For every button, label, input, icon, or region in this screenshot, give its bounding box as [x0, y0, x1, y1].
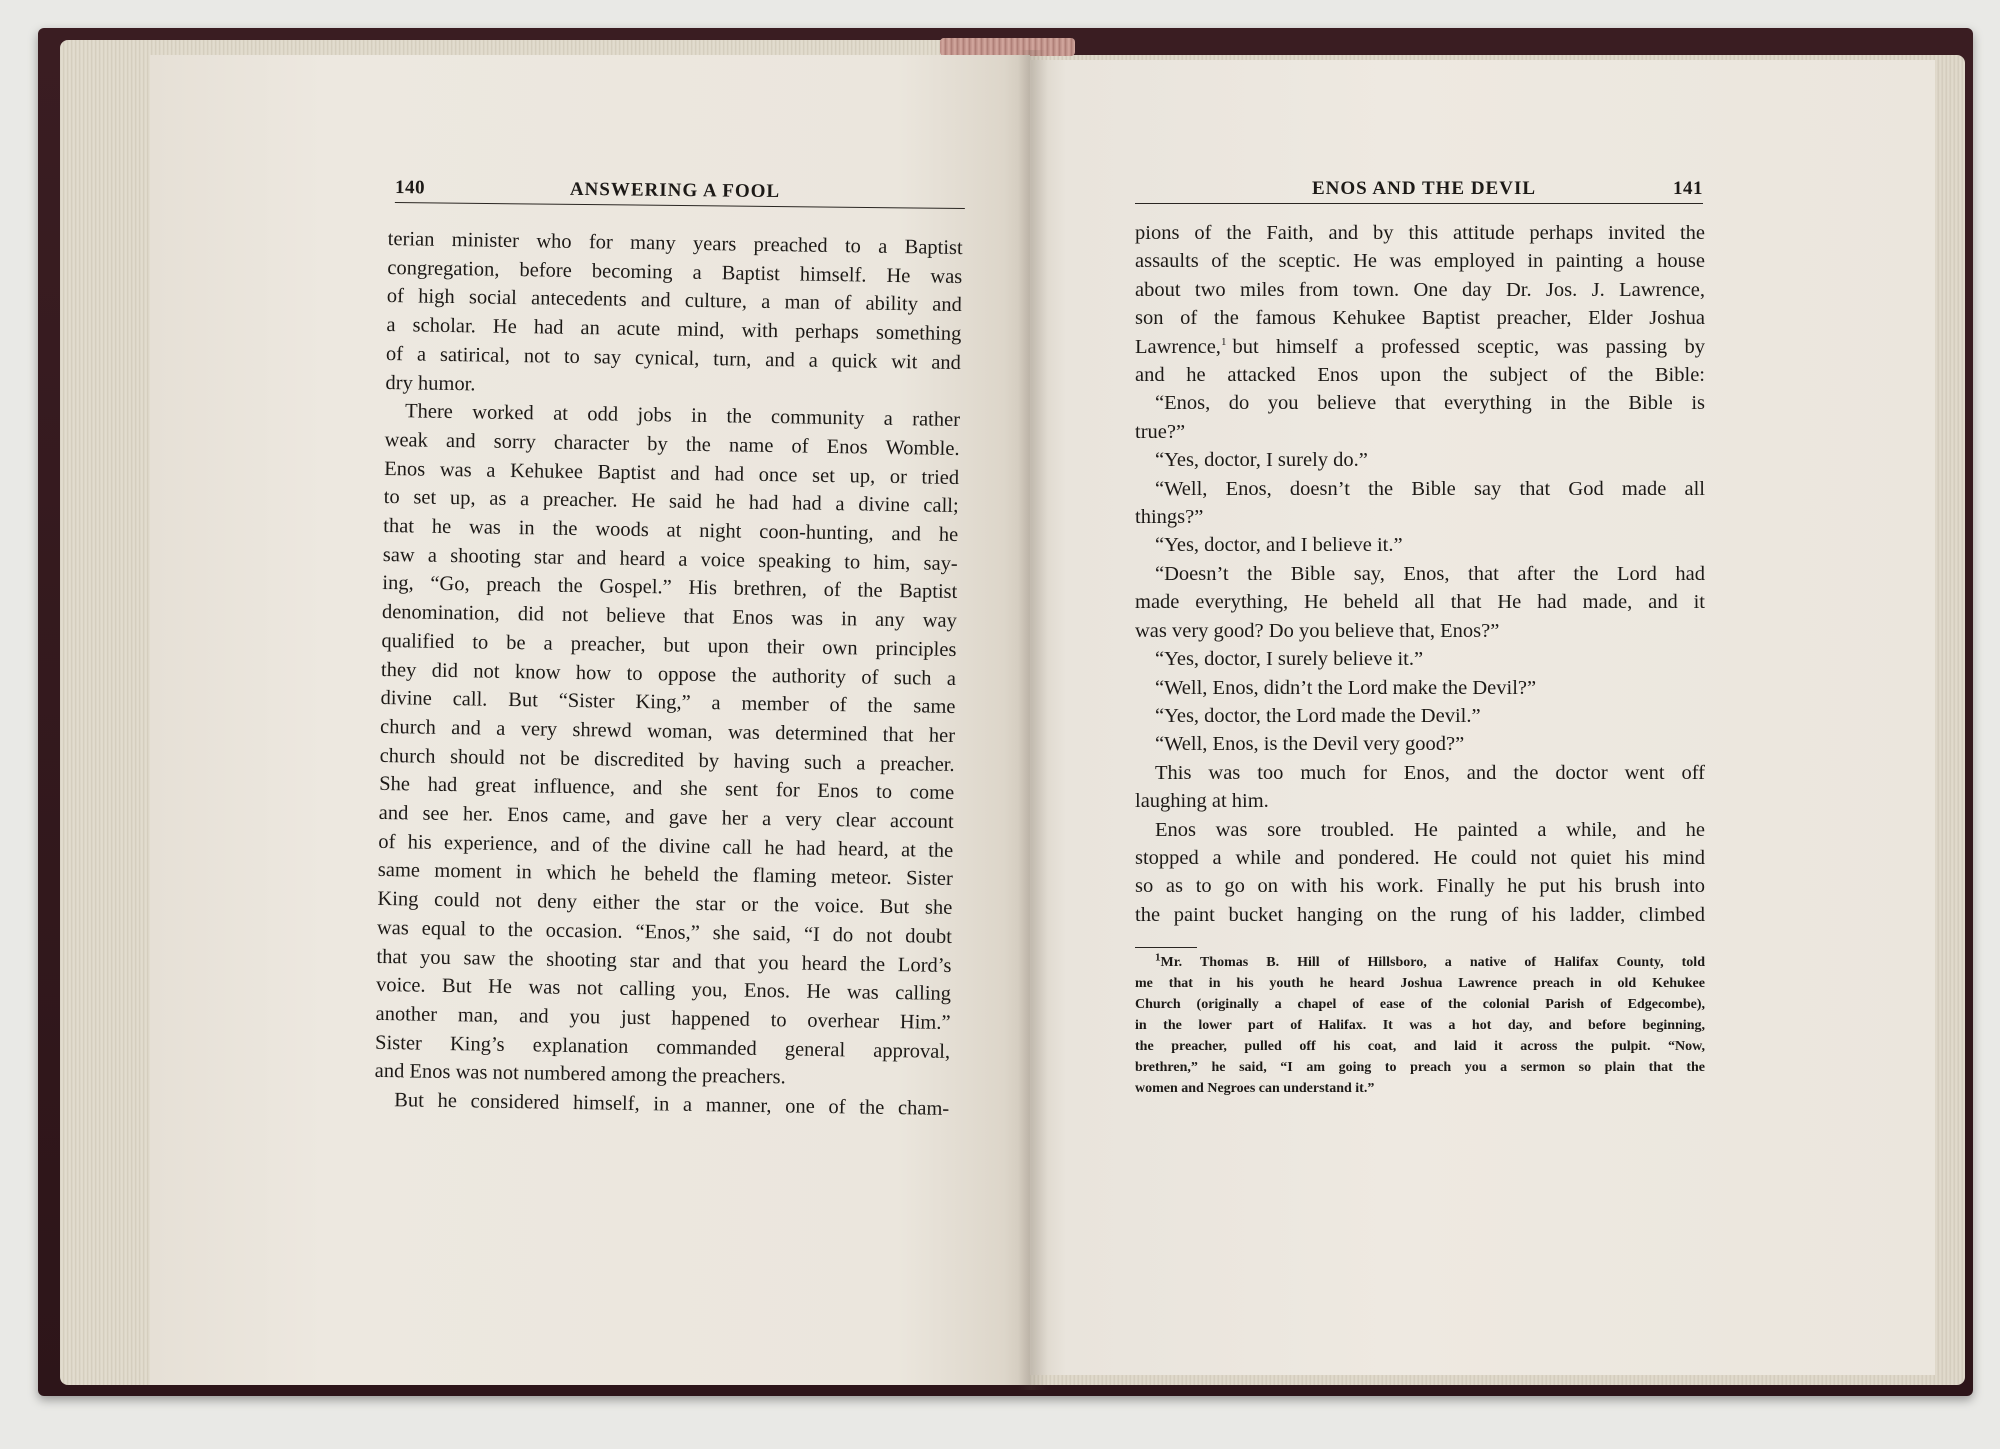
footnote-line: $^1$Mr. Thomas B. Hill of Hillsboro, a native of Halifax County, told	[1155, 951, 1705, 970]
footnote-line: in the lower part of Halifax. It was a hot day, and before beginning,	[1135, 1018, 1705, 1033]
text-line: and see her. Enos came, and gave her a very clear account	[378, 801, 954, 834]
text-line	[1135, 333, 1705, 361]
text-line: church should not be discredited by having such a preacher.	[379, 744, 955, 776]
text-line: Enos was sore troubled. He painted a while, and he	[1155, 818, 1705, 841]
text-line: “Well, Enos, didn’t the Lord make the Devil?”	[1155, 676, 1537, 699]
text-line: ing, “Go, preach the Gospel.” His brethren, of the Baptist	[382, 572, 958, 604]
text-line: so as to go on with his work. Finally he put his brush into	[1135, 875, 1705, 898]
text-line: made everything, He beheld all that He had made, and it	[1135, 591, 1705, 614]
text-line: to set up, as a preacher. He said he had had a divine call;	[383, 486, 959, 518]
text-line: assaults of the sceptic. He was employed in painting a house	[1135, 250, 1705, 273]
text-line: terian minister who for many years preached to a Baptist	[387, 227, 963, 260]
text-line: qualified to be a preacher, but upon their own principles	[381, 629, 957, 661]
text-line: “Enos, do you believe that everything in the Bible is	[1155, 392, 1705, 415]
text-line: “Well, Enos, doesn’t the Bible say that God made all	[1155, 477, 1705, 500]
text-line: they did not know how to oppose the authority of such a	[380, 658, 957, 690]
text-line: laughing at him.	[1135, 790, 1269, 813]
running-title: ANSWERING A FOOL	[569, 178, 781, 203]
text-line: about two miles from town. One day Dr. Jos. J. Lawrence,	[1135, 278, 1705, 301]
text-line: “Yes, doctor, I surely believe it.”	[1155, 648, 1424, 671]
text-line: was equal to the occasion. “Enos,” she said, “I do not doubt	[376, 916, 953, 948]
text-line: She had great influence, and she sent for Enos to come	[379, 773, 955, 805]
text-line: true?”	[1135, 420, 1186, 443]
footnote-line: Church (originally a chapel of ease of the colonial Parish of Edgecombe),	[1135, 997, 1705, 1012]
bookmark-ribbon	[940, 38, 1075, 56]
page-number: 140	[394, 177, 426, 199]
page-number: 141	[1672, 178, 1703, 199]
text-line: and Enos was not numbered among the preachers.	[374, 1060, 786, 1089]
footnote	[1135, 952, 1705, 1099]
text-line: things?”	[1135, 506, 1204, 529]
footnote-line: brethren,” he said, “I am going to preach you a sermon so plain that the	[1135, 1060, 1705, 1075]
footnote-line: women and Negroes can understand it.”	[1135, 1081, 1375, 1096]
text-line: “Doesn’t the Bible say, Enos, that after the Lord had	[1155, 562, 1705, 585]
text-line: dry humor.	[385, 371, 476, 395]
text-line: weak and sorry character by the name of Enos Womble.	[384, 428, 960, 460]
text-line: was very good? Do you believe that, Enos?”	[1135, 619, 1500, 642]
text-line: Sister King’s explanation commanded general approval,	[374, 1031, 951, 1063]
footnote-marker: 1	[1220, 335, 1227, 348]
footnote-rule	[1135, 947, 1197, 948]
text-line: saw a shooting star and heard a voice speaking to him, say-	[382, 543, 958, 575]
text-line: a scholar. He had an acute mind, with perhaps something	[386, 314, 962, 346]
text-line: another man, and you just happened to overhear Him.”	[375, 1002, 951, 1034]
text-line: This was too much for Enos, and the doctor went off	[1155, 761, 1705, 784]
text-line: “Yes, doctor, the Lord made the Devil.”	[1155, 704, 1481, 727]
text-line: of high social antecedents and culture, a man of ability and	[386, 285, 962, 317]
text-fragment: but himself a professed sceptic, was passing by	[1232, 335, 1705, 358]
text-line: But he considered himself, in a manner, one of the cham-	[394, 1089, 950, 1121]
footnote-line: the preacher, pulled off his coat, and laid it across the pulpit. “Now,	[1135, 1039, 1705, 1054]
text-line: church and a very shrewd woman, was determined that her	[379, 715, 956, 747]
text-line: of a satirical, not to say cynical, turn, and a quick wit and	[385, 342, 962, 374]
text-line: son of the famous Kehukee Baptist preacher, Elder Joshua	[1135, 307, 1705, 330]
left-page-body	[374, 225, 963, 1124]
text-line: “Yes, doctor, I surely do.”	[1155, 449, 1368, 472]
text-line: the paint bucket hanging on the rung of his ladder, climbed	[1135, 903, 1705, 926]
book-gutter	[1018, 50, 1048, 1390]
text-line: that he was in the woods at night coon-hunting, and he	[383, 514, 959, 547]
text-line: Enos was a Kehukee Baptist and had once set up, or tried	[384, 457, 960, 489]
text-line: denomination, did not believe that Enos was in any way	[381, 601, 958, 633]
text-line: that you saw the shooting star and that you heard the Lord’s	[376, 945, 952, 977]
text-line: King could not deny either the star or the voice. But she	[377, 888, 953, 920]
text-line: and he attacked Enos upon the subject of the Bible:	[1135, 364, 1705, 387]
text-line: pions of the Faith, and by this attitude perhaps invited the	[1135, 222, 1705, 244]
text-line: “Yes, doctor, and I believe it.”	[1155, 534, 1403, 557]
text-line: divine call. But “Sister King,” a member of the same	[380, 687, 956, 719]
text-line: voice. But He was not calling you, Enos. He was calling	[375, 974, 952, 1006]
text-line: same moment in which he beheld the flaming meteor. Sister	[377, 859, 953, 891]
text-line: of his experience, and of the divine call he had heard, at the	[378, 830, 954, 862]
text-line: congregation, before becoming a Baptist himself. He was	[387, 256, 963, 288]
right-page-header	[1135, 178, 1703, 204]
text-fragment: Lawrence,$^1$	[1135, 335, 1227, 358]
footnote-marker: 1	[1155, 951, 1161, 964]
right-page-body	[1135, 219, 1705, 929]
running-title: ENOS AND THE DEVIL	[1311, 178, 1537, 199]
text-line: There worked at odd jobs in the community a rather	[404, 400, 961, 432]
text-line: “Well, Enos, is the Devil very good?”	[1155, 733, 1465, 756]
footnote-line: me that in his youth he heard Joshua Lawrence preach in old Kehukee	[1135, 976, 1705, 991]
text-line: stopped a while and pondered. He could not quiet his mind	[1135, 846, 1705, 869]
